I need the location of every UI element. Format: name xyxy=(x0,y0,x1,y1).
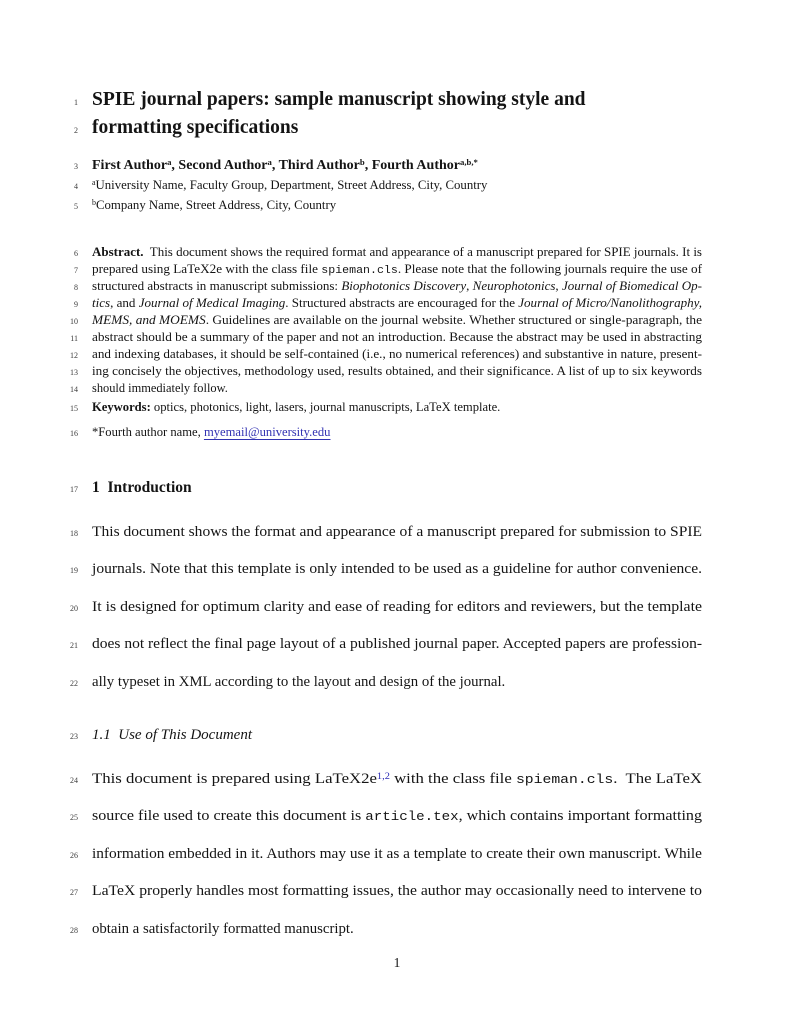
text-segment: Journal of Medical Imaging xyxy=(138,296,286,310)
text-segment: Journal of Biomedical Op- xyxy=(561,279,702,293)
text-segment: b xyxy=(92,197,96,207)
text-segment: It is designed for optimum clarity and ease of reading for editors and reviewers, but the template xyxy=(92,598,702,615)
line-number: 21 xyxy=(70,641,78,651)
text-segment: , xyxy=(466,279,473,293)
abstract-line xyxy=(92,262,702,277)
text-segment: ally typeset in XML according to the layout and design of the journal. xyxy=(92,673,506,690)
line-number: 24 xyxy=(70,776,78,785)
line-14 xyxy=(60,381,702,398)
abstract-line xyxy=(92,364,702,379)
introduction-paragraph xyxy=(60,524,702,711)
line-number: 11 xyxy=(70,334,78,343)
keywords-block xyxy=(60,400,702,450)
text-segment: spieman.cls xyxy=(321,265,398,277)
line-number: 6 xyxy=(74,249,78,258)
corresponding-author-line xyxy=(92,425,330,440)
text-segment: journals. Note that this template is only intended to be used as a guideline for author convenience. xyxy=(92,561,702,578)
abstract-line xyxy=(92,313,702,328)
line-number: 12 xyxy=(70,351,78,360)
text-segment: obtain a satisfactorily formatted manuscript. xyxy=(92,920,354,937)
line-15 xyxy=(60,400,702,425)
text-segment: Biophotonics Discovery xyxy=(341,279,467,293)
line-number: 27 xyxy=(70,888,78,898)
line-number: 1 xyxy=(74,98,78,107)
line-28 xyxy=(60,921,702,958)
line-26 xyxy=(60,846,702,883)
line-23 xyxy=(60,727,702,751)
text-segment: , Fourth Author xyxy=(364,158,460,173)
text-segment: , xyxy=(555,279,562,293)
line-number: 13 xyxy=(70,368,78,377)
line-number: 4 xyxy=(74,182,78,191)
line-11 xyxy=(60,330,702,347)
text-segment: ing concisely the objectives, methodology used, results obtained, and their significance. A list of up to six keywords xyxy=(92,364,702,378)
text-segment: b xyxy=(359,157,365,168)
line-27 xyxy=(60,883,702,920)
line-18 xyxy=(60,524,702,561)
text-segment: , Third Author xyxy=(271,158,360,173)
line-number: 5 xyxy=(74,201,78,211)
text-segment: , and xyxy=(110,296,139,310)
text-segment: tics xyxy=(92,296,111,310)
line-number: 19 xyxy=(70,566,78,576)
line-number: 8 xyxy=(74,283,78,292)
line-number: 28 xyxy=(70,925,78,935)
text-segment: , Second Author xyxy=(171,158,268,173)
line-number: 15 xyxy=(70,404,78,413)
line-5 xyxy=(60,198,702,218)
section-heading-text xyxy=(92,479,192,497)
author-names xyxy=(92,158,478,174)
text-segment: *Fourth author name, xyxy=(92,425,204,439)
abstract-line xyxy=(92,296,702,311)
abstract-line xyxy=(92,279,702,294)
body-line xyxy=(92,599,702,616)
line-12 xyxy=(60,347,702,364)
text-segment: a,b,* xyxy=(460,157,478,168)
text-segment: Abstract. xyxy=(92,245,144,259)
text-segment: , which contains important formatting xyxy=(458,808,702,825)
text-segment: with the class file xyxy=(389,771,516,787)
line-6 xyxy=(60,245,702,262)
line-number: 10 xyxy=(70,317,78,326)
line-number: 3 xyxy=(74,162,78,171)
text-segment: . The LaTeX xyxy=(613,771,702,787)
abstract-line xyxy=(92,245,702,260)
text-segment: Keywords: xyxy=(92,400,151,414)
text-segment: should immediately follow. xyxy=(92,381,228,395)
text-segment: source file used to create this document is xyxy=(92,808,366,825)
line-number: 25 xyxy=(70,813,78,823)
text-segment: a xyxy=(92,178,96,188)
text-segment: abstract should be a summary of the paper and not an introduction. Because the abstract may be used in abstracting xyxy=(92,330,702,344)
text-segment: Company Name, Street Address, City, Country xyxy=(95,197,337,212)
title-text-1 xyxy=(92,89,586,111)
text-segment: This document shows the format and appearance of a manuscript prepared for submission to SPIE xyxy=(92,524,702,540)
body-line xyxy=(92,883,702,900)
line-number: 20 xyxy=(70,603,78,613)
text-segment: SPIE journal papers: sample manuscript showing style and xyxy=(92,89,586,110)
keywords-line xyxy=(92,400,500,415)
text-segment: . Guidelines are available on the journal website. Whether structured or single-paragraph, the xyxy=(205,313,702,327)
author-block xyxy=(60,158,702,217)
body-line xyxy=(92,846,702,863)
text-segment: Journal of Micro/Nanolithography, xyxy=(518,296,702,310)
text-segment: LaTeX properly handles most formatting issues, the author may occasionally need to intervene to xyxy=(92,883,702,900)
abstract-line xyxy=(92,347,702,362)
line-17 xyxy=(60,479,702,503)
text-segment: prepared using LaTeX2e with the class file xyxy=(92,262,322,276)
email-link[interactable]: myemail@university.edu xyxy=(203,425,331,439)
text-segment: This document shows the required format and appearance of a manuscript prepared for SPIE journals. It is xyxy=(143,245,703,259)
line-19 xyxy=(60,561,702,598)
body-line xyxy=(92,771,702,788)
line-number: 14 xyxy=(70,385,78,394)
line-10 xyxy=(60,313,702,330)
line-20 xyxy=(60,599,702,636)
line-9 xyxy=(60,296,702,313)
paper-title xyxy=(60,89,702,145)
text-segment: information embedded in it. Authors may use it as a template to create their own manuscript. While xyxy=(92,845,702,862)
body-line xyxy=(92,524,702,541)
line-number: 17 xyxy=(70,485,78,494)
line-24 xyxy=(60,771,702,808)
text-segment: 1 Introduction xyxy=(92,479,192,496)
body-line xyxy=(92,921,354,938)
line-number: 2 xyxy=(74,126,78,135)
body-line xyxy=(92,674,505,691)
text-segment: spieman.cls xyxy=(515,772,614,787)
line-number: 16 xyxy=(70,429,78,438)
line-8 xyxy=(60,279,702,296)
text-segment: . Structured abstracts are encouraged for the xyxy=(285,296,519,310)
line-number: 22 xyxy=(70,678,78,688)
subsection-heading-use-of-document xyxy=(60,727,702,751)
abstract-line xyxy=(92,330,702,345)
text-segment: structured abstracts in manuscript submissions: xyxy=(92,279,342,293)
line-4 xyxy=(60,178,702,198)
text-segment: First Author xyxy=(92,158,168,173)
line-number: 7 xyxy=(74,266,78,275)
line-16 xyxy=(60,425,702,450)
abstract-line xyxy=(92,381,228,396)
line-number: 23 xyxy=(70,732,78,741)
text-segment: 1.1 Use of This Document xyxy=(92,727,252,743)
line-3 xyxy=(60,158,702,178)
section-heading-introduction xyxy=(60,479,702,503)
use-of-document-paragraph xyxy=(60,771,702,958)
line-22 xyxy=(60,674,702,711)
line-7 xyxy=(60,262,702,279)
page-number: 1 xyxy=(393,955,401,970)
body-line xyxy=(92,808,702,825)
text-segment: Neurophotonics xyxy=(472,279,556,293)
line-number: 9 xyxy=(74,300,78,309)
text-segment: a xyxy=(167,157,172,168)
affiliation-b xyxy=(92,198,336,213)
line-number: 26 xyxy=(70,850,78,860)
line-25 xyxy=(60,808,702,845)
abstract xyxy=(60,245,702,398)
affiliation-a xyxy=(92,178,487,193)
text-segment: and indexing databases, it should be self-contained (i.e., no numerical references) and substantive in nature, present- xyxy=(92,347,702,361)
text-segment: does not reflect the final page layout of a published journal paper. Accepted papers are profession- xyxy=(92,636,702,653)
body-line xyxy=(92,561,702,578)
subsection-heading-text xyxy=(92,727,252,744)
text-segment: MEMS, and MOEMS xyxy=(92,313,206,327)
line-number: 18 xyxy=(70,529,78,538)
body-line xyxy=(92,636,702,653)
title-text-2 xyxy=(92,117,298,139)
text-segment: . Please note that the following journals require the use of xyxy=(397,262,702,276)
line-1 xyxy=(60,89,702,117)
line-21 xyxy=(60,636,702,673)
text-segment: a xyxy=(267,157,272,168)
text-segment: University Name, Faculty Group, Department, Street Address, City, Country xyxy=(95,178,488,192)
text-segment: This document is prepared using LaTeX2e xyxy=(92,771,377,787)
text-segment: formatting specifications xyxy=(92,117,299,138)
text-segment: optics, photonics, light, lasers, journal manuscripts, LaTeX template. xyxy=(150,400,501,414)
line-13 xyxy=(60,364,702,381)
citation-link[interactable]: 1,2 xyxy=(376,770,390,781)
text-segment: article.tex xyxy=(365,809,459,825)
line-2 xyxy=(60,117,702,145)
